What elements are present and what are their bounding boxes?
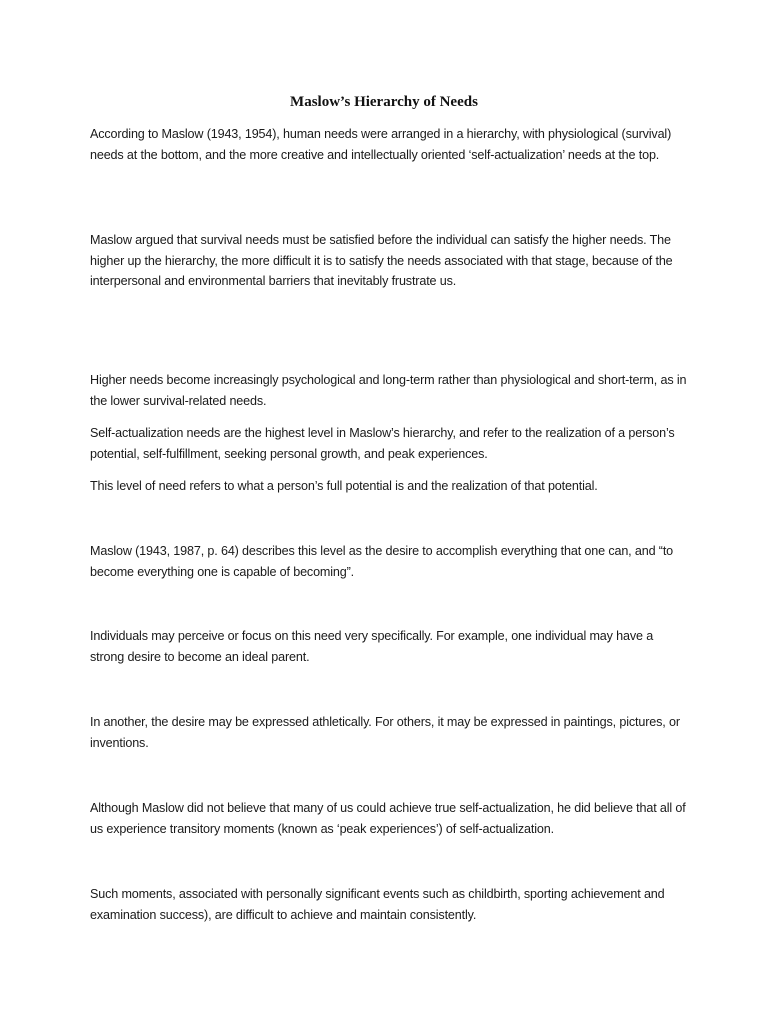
document-title: Maslow’s Hierarchy of Needs: [290, 94, 478, 110]
paragraph-10: Such moments, associated with personally significant events such as childbirth, sporting achievement and examination success), are difficult to achieve and maintain consistently.: [90, 887, 665, 922]
paragraph-9: Although Maslow did not believe that many of us could achieve true self-actualization, he did believe that all of us experience transitory moments (known as ‘peak experiences’) of self-actualization.: [90, 801, 686, 836]
paragraph-6: Maslow (1943, 1987, p. 64) describes this level as the desire to accomplish everything that one can, and “to become everything one is capable of becoming”.: [90, 544, 674, 579]
paragraph-2: Maslow argued that survival needs must be satisfied before the individual can satisfy the higher needs. The higher up the hierarchy, the more difficult it is to satisfy the needs associated with that stage, because of the interpersonal and environmental barriers that inevitably frustrate us.: [90, 233, 673, 288]
paragraph-4: Self-actualization needs are the highest level in Maslow’s hierarchy, and refer to the realization of a person’s potential, self-fulfillment, seeking personal growth, and peak experiences.: [90, 426, 675, 461]
paragraph-1: According to Maslow (1943, 1954), human needs were arranged in a hierarchy, with physiological (survival) needs at the bottom, and the more creative and intellectually oriented ‘self-actualization’ needs at the top.: [90, 127, 672, 162]
paragraph-5: This level of need refers to what a person’s full potential is and the realization of that potential.: [90, 479, 598, 493]
paragraph-3: Higher needs become increasingly psychological and long-term rather than physiological and short-term, as in the lower survival-related needs.: [90, 373, 687, 408]
paragraph-8: In another, the desire may be expressed athletically. For others, it may be expressed in paintings, pictures, or inventions.: [90, 715, 680, 750]
paragraph-7: Individuals may perceive or focus on this need very specifically. For example, one individual may have a strong desire to become an ideal parent.: [90, 629, 654, 664]
